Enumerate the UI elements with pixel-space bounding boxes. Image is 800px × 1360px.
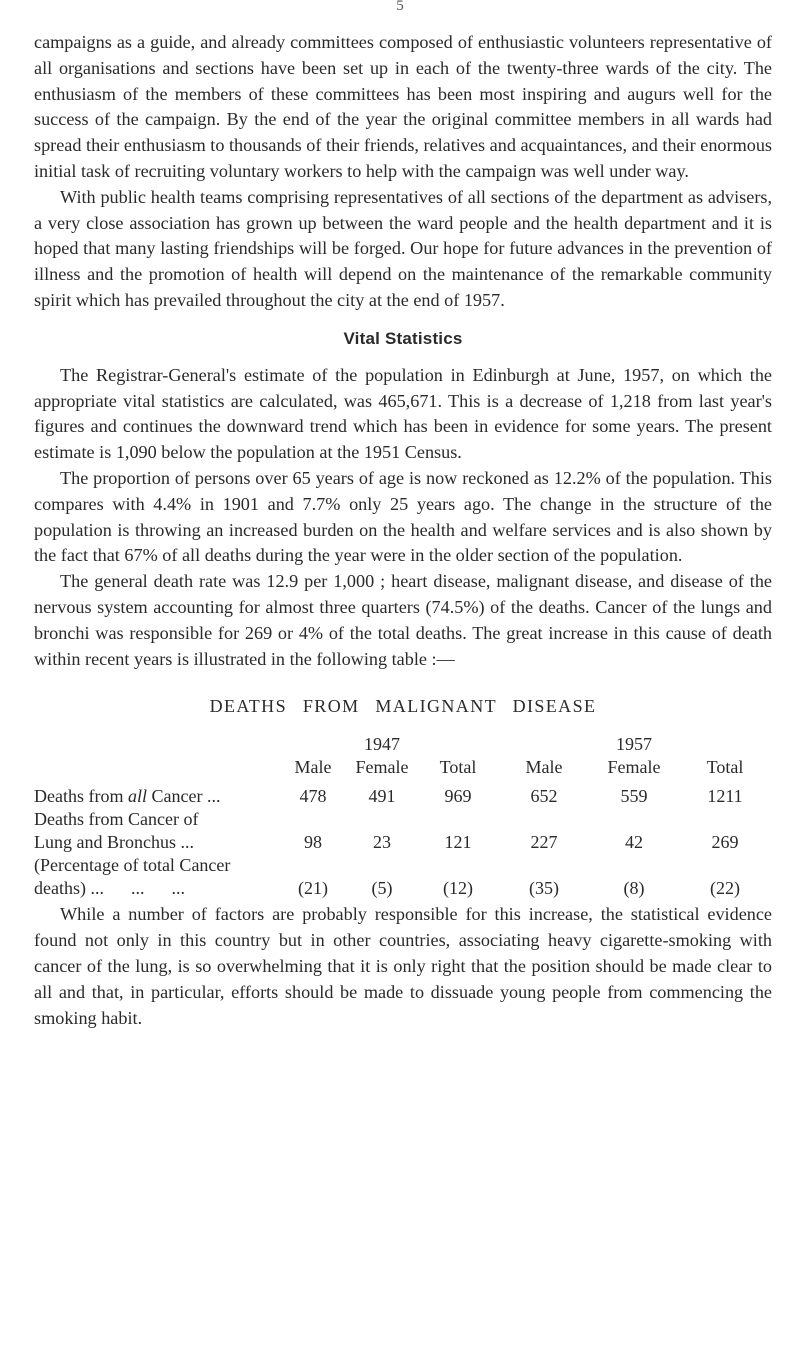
row-label-percentage-line-1: (Percentage of total Cancer	[34, 855, 231, 876]
page-content	[34, 30, 772, 1031]
row-label-percentage-line-2: deaths) ... ... ...	[34, 878, 185, 899]
row-label-pre: Deaths from	[34, 786, 128, 807]
table-cell: 227	[530, 832, 558, 853]
table-cell: 121	[444, 832, 472, 853]
table-cell: (5)	[371, 878, 393, 899]
table-cell: 42	[625, 832, 643, 853]
malignant-disease-table	[34, 733, 774, 900]
table-cell: (35)	[529, 878, 559, 899]
table-cell: 1211	[707, 786, 743, 807]
table-cell: 652	[530, 786, 558, 807]
table-cell: (8)	[623, 878, 645, 899]
table-cell: 98	[304, 832, 322, 853]
table-cell: 969	[444, 786, 472, 807]
table-cell: (22)	[710, 878, 740, 899]
table-header-row	[34, 756, 774, 779]
table-row-lung-bronchus	[34, 831, 774, 854]
table-cell: 478	[299, 786, 327, 807]
page-number: 5	[396, 0, 404, 14]
header-male-1947: Male	[294, 757, 332, 778]
vital-paragraph-3: The general death rate was 12.9 per 1,000 ; heart disease, malignant disease, and disease of the nervous system accounting for almost three quarters (74.5%) of the deaths. Cancer of the lungs and bronchi was responsible for 269 or 4% of the total deaths. The great increase in this cause of death within recent years is illustrated in the following table :—	[34, 571, 772, 669]
row-label-lung-line-2: Lung and Bronchus ...	[34, 832, 194, 853]
table-cell: 491	[368, 786, 396, 807]
vital-paragraph-2: The proportion of persons over 65 years of age is now reckoned as 12.2% of the population. This compares with 4.4% in 1901 and 7.7% only 25 years ago. The change in the structure of the population is throwing an increased burden on the health and welfare services and is also shown by the fact that 67% of all deaths during the year were in the older section of the population.	[34, 467, 772, 566]
vital-paragraph-1: The Registrar-General's estimate of the population in Edinburgh at June, 1957, on which the appropriate vital statistics are calculated, was 465,671. This is a decrease of 1,218 from last year's figures and continues the downward trend which has been in evidence for some years. The present estimate is 1,090 below the population at the 1951 Census.	[34, 364, 772, 463]
intro-paragraph-2: With public health teams comprising representatives of all sections of the department as advisers, a very close association has grown up between the ward people and the health department and it is hoped that many lasting friendships will be forged. Our hope for future advances in the prevention of illness and the promotion of health will depend on the maintenance of the remarkable community spirit which has prevailed throughout the city at the end of 1957.	[34, 186, 772, 310]
table-cell: (12)	[443, 878, 473, 899]
row-label-all-cancer	[34, 785, 282, 808]
year-header-1957: 1957	[616, 734, 652, 755]
table-row-percentage	[34, 877, 774, 900]
row-label-lung-line-1: Deaths from Cancer of	[34, 809, 199, 830]
table-row-lung-label-1	[34, 808, 774, 831]
table-row-percentage-label-1	[34, 854, 774, 877]
table-title: DEATHS FROM MALIGNANT DISEASE	[209, 696, 597, 717]
table-year-row	[34, 733, 774, 756]
header-female-1957: Female	[607, 757, 661, 778]
table-row-all-cancer	[34, 785, 774, 808]
closing-paragraph: While a number of factors are probably responsible for this increase, the statistical evidence found not only in this country but in other countries, associating heavy cigarette-smoking with cancer of the lung, is so overwhelming that it is only right that the position should be made clear to all and that, in particular, efforts should be made to dissuade young people from commencing the smoking habit.	[34, 904, 772, 1028]
section-heading-vital-statistics: Vital Statistics	[343, 328, 463, 348]
row-label-emphasis: all	[127, 786, 147, 807]
row-label-post: Cancer ...	[147, 786, 221, 807]
table-cell: 559	[620, 786, 648, 807]
table-cell: (21)	[298, 878, 328, 899]
header-total-1957: Total	[706, 757, 744, 778]
header-male-1957: Male	[525, 757, 563, 778]
table-cell: 23	[373, 832, 391, 853]
intro-paragraph-1: campaigns as a guide, and already committees composed of enthusiastic volunteers representative of all organisations and sections have been set up in each of the twenty-three wards of the city. The enthusiasm of the members of these committees has been most inspiring and augurs well for the success of the campaign. By the end of the year the original committee members in all wards had spread their enthusiasm to thousands of their friends, relatives and acquaintances, and their enormous initial task of recruiting voluntary workers to help with the campaign was well under way.	[34, 32, 772, 181]
header-female-1947: Female	[355, 757, 409, 778]
year-header-1947: 1947	[364, 734, 400, 755]
header-total-1947: Total	[439, 757, 477, 778]
table-cell: 269	[711, 832, 739, 853]
